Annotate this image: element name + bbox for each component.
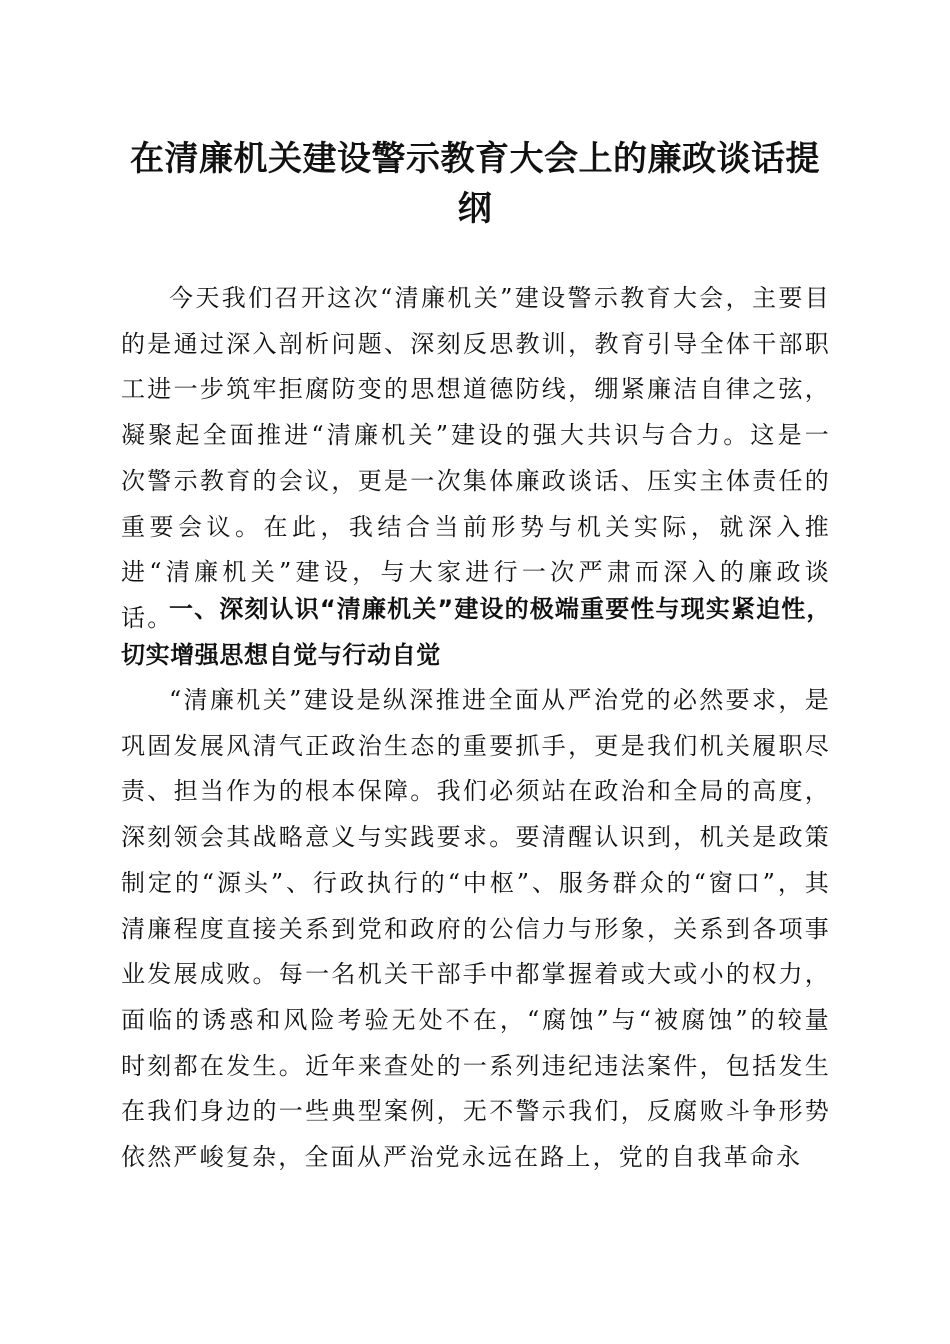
section-1-paragraph: “清廉机关”建设是纵深推进全面从严治党的必然要求，是巩固发展风清气正政治生态的重要抓手，更是我们机关履职尽责、担当作为的根本保障。我们必须站在政治和全局的高度，深刻领会其战略意义与实践要求。要清醒认识到，机关是政策制定的“源头”、行政执行的“中枢”、服务群众的“窗口”，其清廉程度直接关系到党和政府的公信力与形象，关系到各项事业发展成败。每一名机关干部手中都掌握着或大或小的权力，面临的诱惑和风险考验无处不在，“腐蚀”与“被腐蚀”的较量时刻都在发生。近年来查处的一系列违纪违法案件，包括发生在我们身边的一些典型案例，无不警示我们，反腐败斗争形势依然严峻复杂，全面从严治党永远在路上，党的自我革命永: [121, 686, 831, 1172]
intro-paragraph: 今天我们召开这次“清廉机关”建设警示教育大会，主要目的是通过深入剖析问题、深刻反思教训，教育引导全体干部职工进一步筑牢拒腐防变的思想道德防线，绷紧廉洁自律之弦，凝聚起全面推进“清廉机关”建设的强大共识与合力。这是一次警示教育的会议，更是一次集体廉政谈话、压实主体责任的重要会议。在此，我结合当前形势与机关实际，就深入推进“清廉机关”建设，与大家进行一次严肃而深入的廉政谈话。: [121, 284, 831, 632]
section-heading-1: 一、深刻认识“清廉机关”建设的极端重要性与现实紧迫性，切实增强思想自觉与行动自觉: [121, 595, 831, 669]
document-title: 在清廉机关建设警示教育大会上的廉政谈话提纲: [130, 139, 820, 229]
